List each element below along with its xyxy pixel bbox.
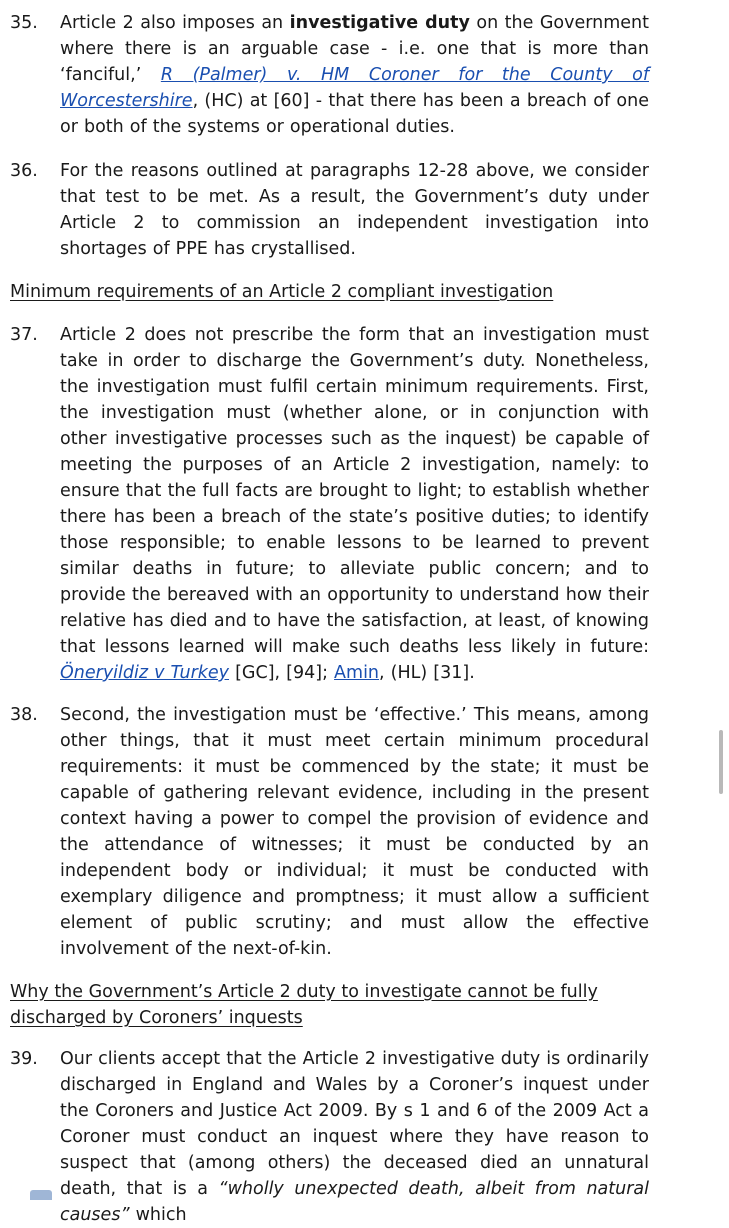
paragraph-text: For the reasons outlined at paragraphs 12-28 above, we consider that test to be met. As a result, the Government’s duty under Article 2 to commission an independent investigation into shortages of PPE has crystallised. (60, 161, 649, 259)
text-run: , (HL) [31]. (379, 663, 475, 683)
annotation-icon[interactable] (30, 1190, 52, 1200)
section-heading: Minimum requirements of an Article 2 compliant investigation (10, 282, 554, 302)
paragraph-number: 36. (10, 161, 38, 181)
case-link-amin[interactable]: Amin (334, 663, 380, 683)
text-run: , (HC) at [60] - that there has been a breach of one or both of the systems or operational duties. (60, 91, 649, 137)
paragraph-text (60, 10, 649, 140)
text-run: on the Government where there is an arguable case - i.e. one that is more than ‘fanciful,’ (60, 13, 650, 85)
paragraph-text (60, 322, 649, 686)
section-heading: Why the Government’s Article 2 duty to investigate cannot be fully discharged by Coroners’ inquests (10, 982, 598, 1028)
paragraph-number: 38. (10, 705, 38, 725)
paragraph-number: 39. (10, 1049, 38, 1069)
text-run: Article 2 does not prescribe the form that an investigation must take in order to discharge the Government’s duty. Nonetheless, the investigation must fulfil certain minimum requirements. First, the investigation must (whether alone, or in conjunction with other investigative processes such as the inquest) be capable of meeting the purposes of an Article 2 investigation, namely: to ensure that the full facts are brought to light; to establish whether there has been a breach of the state’s positive duties; to identify those responsible; to enable lessons to be learned to prevent similar deaths in future; to alleviate public concern; and to provide the bereaved with an opportunity to understand how their relative has died and to have the satisfaction, at least, of knowing that lessons learned will make such deaths less likely in future: (60, 325, 649, 657)
paragraph-text: Second, the investigation must be ‘effective.’ This means, among other things, that it must meet certain minimum procedural requirements: it must be commenced by the state; it must be capable of gathering relevant evidence, including in the present context having a power to compel the provision of evidence and the attendance of witnesses; it must be conducted by an independent body or individual; it must be conducted with exemplary diligence and promptness; it must allow a sufficient element of public scrutiny; and must allow the effective involvement of the next-of-kin. (60, 705, 649, 959)
text-run: [GC], [94]; (229, 663, 335, 683)
bold-text: investigative duty (289, 13, 470, 33)
case-link-oneryildiz[interactable]: Öneryildiz v Turkey (60, 663, 230, 683)
text-run: which (129, 1205, 187, 1225)
text-run: Our clients accept that the Article 2 investigative duty is ordinarily discharged in England and Wales by a Coroner’s inquest under the Coroners and Justice Act 2009. By s 1 and 6 of the 2009 Act a Coroner must conduct an inquest where they have reason to suspect that (among others) the deceased died an unnatural death, that is a (60, 1049, 649, 1199)
paragraph-text (60, 1046, 649, 1228)
paragraph-number: 37. (10, 325, 38, 345)
italic-quote: “wholly unexpected death, albeit from natural causes” (60, 1179, 649, 1225)
case-link-palmer[interactable]: R (Palmer) v. HM Coroner for the County of Worcestershire (60, 65, 649, 111)
text-run: Article 2 also imposes an (60, 13, 290, 33)
paragraph-number: 35. (10, 13, 38, 33)
scrollbar-thumb[interactable] (719, 730, 723, 794)
